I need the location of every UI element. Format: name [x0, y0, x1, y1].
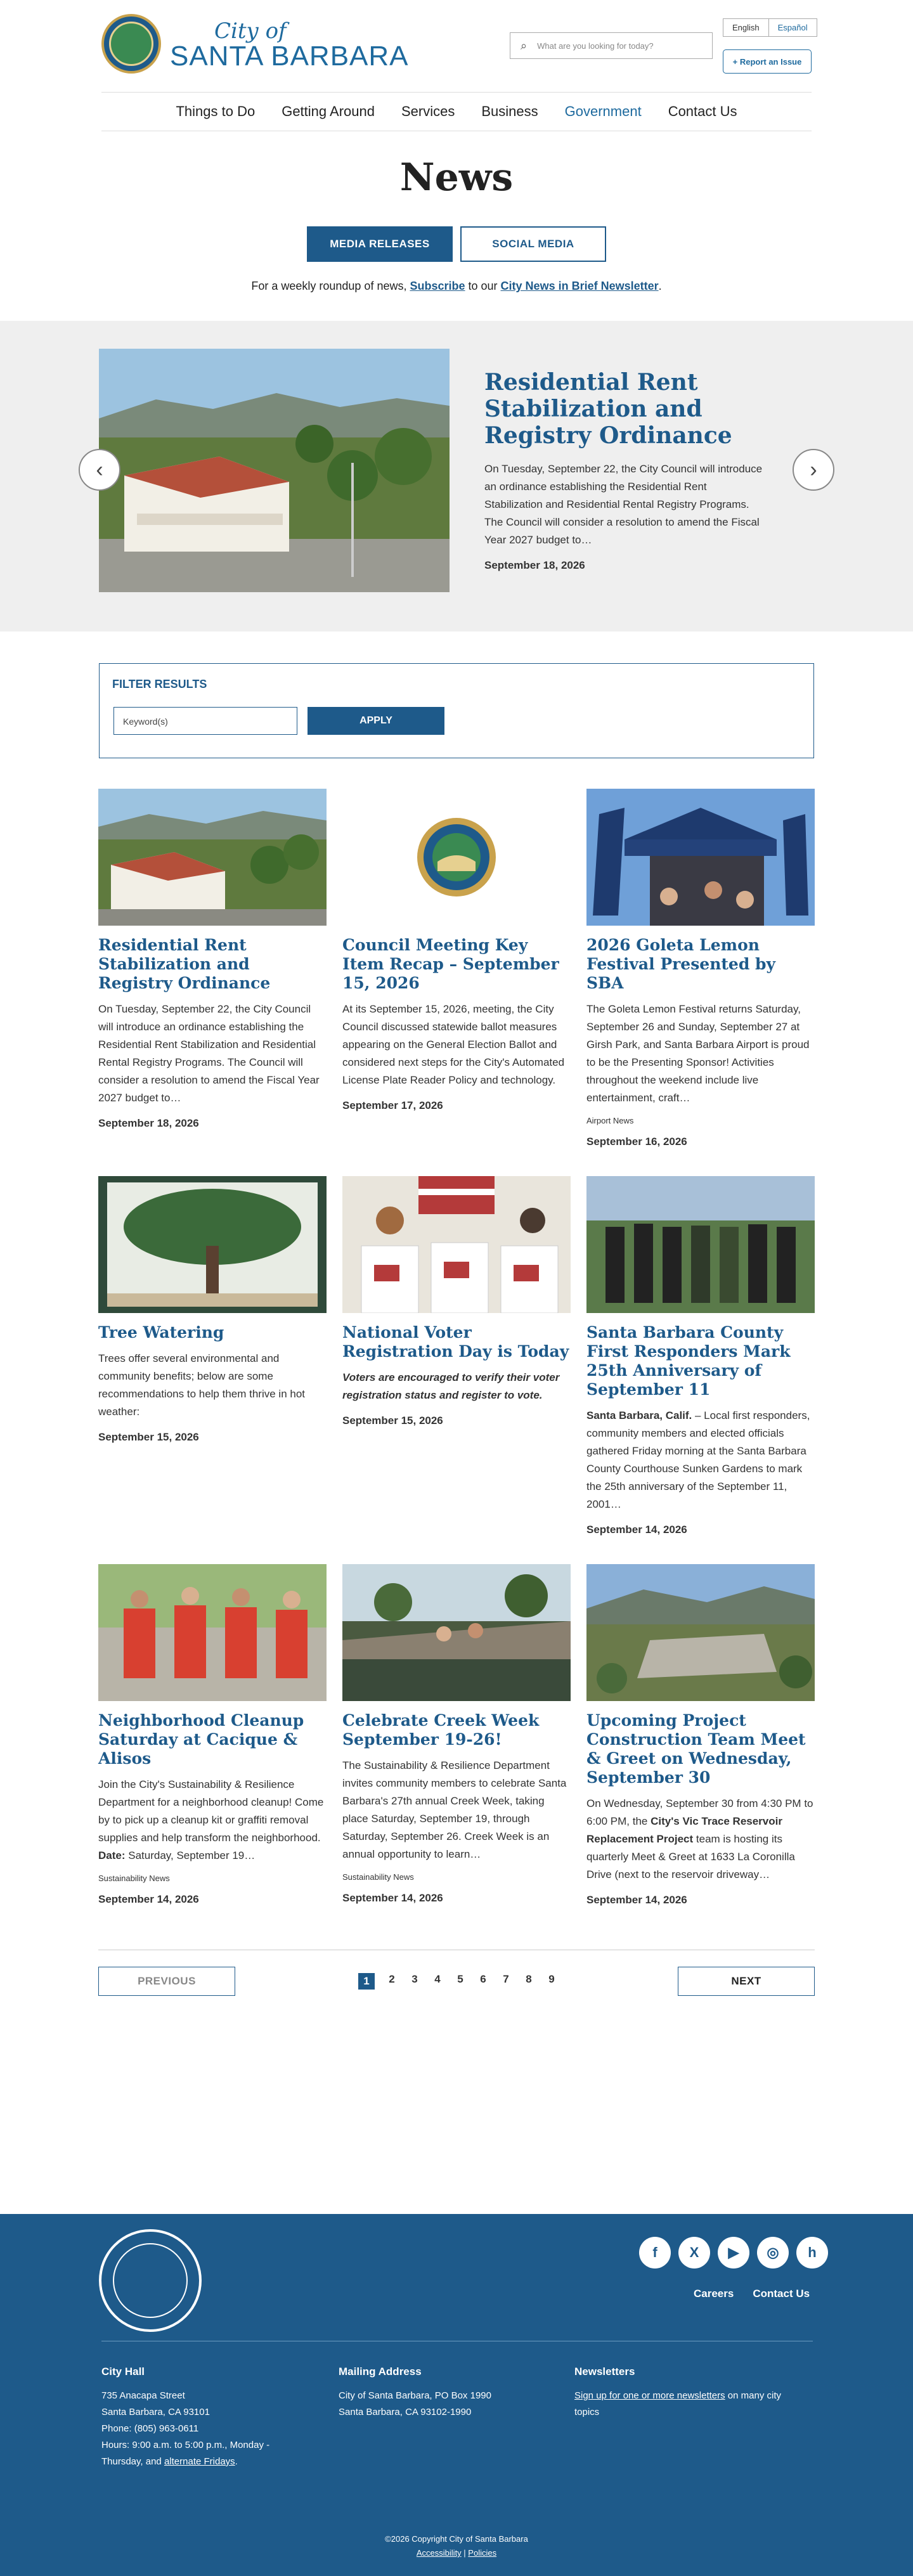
tab-media-releases[interactable]: MEDIA RELEASES [307, 226, 453, 262]
newsletters-rest: on many city topics [574, 2390, 781, 2417]
news-tabs [0, 226, 913, 262]
legal-links [0, 2546, 913, 2560]
alternate-fridays-link[interactable]: alternate Fridays [164, 2456, 235, 2467]
card-category[interactable]: Airport News [586, 1116, 634, 1125]
card-image[interactable] [586, 789, 815, 926]
card-summary: At its September 15, 2026, meeting, the City Council discussed statewide ballot measures appearing on the General Election Ballot and considered next steps for the City's Automated License Plate Reader Policy and technology. [342, 1003, 565, 1086]
city-hall-hours-2 [101, 2454, 317, 2470]
card-date: September 14, 2026 [586, 1524, 687, 1536]
card-image[interactable] [98, 1564, 327, 1701]
accessibility-link[interactable]: Accessibility [416, 2548, 462, 2558]
featured-text [484, 369, 763, 572]
featured-summary: On Tuesday, September 22, the City Council will introduce an ordinance establishing the Residential Rent Stabilization and Residential Rental Registry Programs. The Council will consider a resolution to amend the Fiscal Year 2027 budget to… [484, 463, 763, 546]
card-title[interactable]: Residential Rent Stabilization and Registry Ordinance [98, 936, 271, 992]
card-summary: Trees offer several environmental and community benefits; below are some recommendations to help them thrive in hot weather: [98, 1352, 306, 1418]
search-placeholder: What are you looking for today? [537, 41, 654, 51]
card-date: September 18, 2026 [98, 1117, 199, 1129]
subscribe-pre: For a weekly roundup of news, [251, 280, 410, 292]
newsletters-info [574, 2364, 803, 2421]
footer-city-seal[interactable] [99, 2229, 202, 2332]
footer-links [694, 2288, 810, 2300]
card-body: On Wednesday, September 30 from 4:30 PM to 6:00 PM, the [586, 1797, 813, 1827]
language-switcher [723, 18, 817, 37]
subscribe-link[interactable]: Subscribe [410, 280, 465, 292]
mailing-address [339, 2364, 554, 2421]
main-nav [101, 92, 812, 131]
apply-button[interactable]: APPLY [308, 707, 444, 735]
featured-image[interactable] [99, 349, 450, 592]
card-summary: The Sustainability & Resilience Department invites community members to celebrate Santa Barbara's 27th annual Creek Week, taking place Saturday, September 19, through Saturday, September 26. Creek Week is an annual opportunity to learn… [342, 1759, 567, 1860]
nav-business[interactable]: Business [481, 103, 538, 119]
city-hall-heading: City Hall [101, 2366, 145, 2378]
nextdoor-icon[interactable]: h [796, 2237, 828, 2269]
card-summary: The Goleta Lemon Festival returns Saturday, September 26 and Sunday, September 27 at Girsh Park, and Santa Barbara Airport is proud to be the Presenting Sponsor! Activities throughout the weekend include live entertainment, craft… [586, 1003, 810, 1104]
tab-social-media[interactable]: SOCIAL MEDIA [460, 226, 606, 262]
card-title[interactable]: National Voter Registration Day is Today [342, 1323, 569, 1361]
card-tail: team is hosting its quarterly Meet & Greet at 1633 La Coronilla Drive (next to the reservoir driveway… [586, 1833, 795, 1880]
lang-english-button[interactable]: English [732, 23, 760, 32]
mailing-heading: Mailing Address [339, 2366, 422, 2378]
filter-heading: FILTER RESULTS [112, 678, 207, 690]
nav-services[interactable]: Services [401, 103, 455, 119]
news-card [586, 1564, 815, 1906]
nav-government[interactable]: Government [564, 103, 642, 119]
page-8[interactable]: 8 [526, 1973, 532, 1985]
search-icon: ⌕ [521, 39, 528, 52]
subscribe-mid: to our [465, 280, 501, 292]
featured-date: September 18, 2026 [484, 559, 585, 571]
card-summary [98, 1776, 327, 1865]
card-date: September 15, 2026 [98, 1431, 199, 1443]
news-card [342, 1176, 571, 1536]
card-image[interactable] [342, 789, 571, 926]
card-lead: Santa Barbara, Calif. [586, 1409, 692, 1421]
carousel-prev-button[interactable] [79, 449, 120, 491]
copyright-text: ©2026 Copyright City of Santa Barbara [385, 2534, 528, 2544]
city-hall-phone: Phone: (805) 963-0611 [101, 2423, 199, 2434]
chevron-right-icon: › [810, 457, 817, 482]
card-image[interactable] [98, 1176, 327, 1313]
card-project: City's Vic Trace Reservoir Replacement Project [586, 1815, 782, 1845]
card-title[interactable]: Tree Watering [98, 1323, 224, 1342]
card-title[interactable]: Celebrate Creek Week September 19-26! [342, 1711, 540, 1749]
news-card [586, 1176, 815, 1536]
carousel-next-button[interactable] [793, 449, 834, 491]
card-date: September 14, 2026 [586, 1894, 687, 1906]
site-logo[interactable] [170, 20, 409, 71]
card-summary [586, 1407, 815, 1513]
card-image[interactable] [586, 1564, 815, 1701]
newsletter-signup-link[interactable]: Sign up for one or more newsletters [574, 2390, 725, 2401]
x-icon[interactable]: X [678, 2237, 710, 2269]
careers-link[interactable]: Careers [694, 2288, 734, 2300]
subscribe-post: . [658, 280, 662, 292]
keyword-input[interactable]: Keyword(s) [113, 707, 297, 735]
card-date: September 15, 2026 [342, 1414, 443, 1427]
logo-city-text: City of [214, 18, 287, 44]
lang-spanish-button[interactable]: Español [768, 19, 817, 36]
news-card [98, 1564, 327, 1906]
contact-us-link[interactable]: Contact Us [753, 2288, 810, 2300]
city-hall-hours: Hours: 9:00 a.m. to 5:00 p.m., Monday - [101, 2440, 270, 2450]
card-image[interactable] [98, 789, 327, 926]
news-card [98, 1176, 327, 1536]
filter-results [99, 663, 814, 758]
city-hall-line: Santa Barbara, CA 93101 [101, 2407, 210, 2417]
card-summary [586, 1795, 815, 1884]
card-title[interactable]: Neighborhood Cleanup Saturday at Cacique & Alisos [98, 1711, 304, 1768]
card-tail: Saturday, September 19… [125, 1849, 256, 1861]
news-card [342, 789, 571, 1148]
site-header [0, 0, 913, 92]
card-date: September 16, 2026 [586, 1136, 687, 1148]
hours-end: . [235, 2456, 238, 2467]
page-4[interactable]: 4 [434, 1973, 441, 1985]
page-title: News [399, 155, 514, 200]
newsletters-heading: Newsletters [574, 2366, 635, 2378]
card-title[interactable]: Council Meeting Key Item Recap – September 15, 2026 [342, 936, 559, 992]
page-5[interactable]: 5 [457, 1973, 463, 1985]
city-hall-info [101, 2364, 317, 2470]
card-image[interactable] [586, 1176, 815, 1313]
pagination [98, 1950, 815, 2026]
newsletter-link[interactable]: City News in Brief Newsletter [500, 280, 659, 292]
mailing-line: Santa Barbara, CA 93102-1990 [339, 2407, 472, 2417]
legal-sep: | [461, 2548, 469, 2558]
site-footer [0, 2214, 913, 2576]
featured-carousel [0, 321, 913, 631]
card-title[interactable]: 2026 Goleta Lemon Festival Presented by SBA [586, 936, 776, 992]
page-3[interactable]: 3 [411, 1973, 418, 1985]
chevron-left-icon: ‹ [96, 457, 103, 482]
card-date: September 14, 2026 [98, 1893, 199, 1905]
card-date: September 14, 2026 [342, 1892, 443, 1904]
search-input[interactable] [510, 32, 713, 59]
card-title[interactable]: Santa Barbara County First Responders Mark 25th Anniversary of September 11 [586, 1323, 791, 1399]
youtube-icon[interactable]: ▶ [718, 2237, 749, 2269]
report-issue-button[interactable]: + Report an Issue [723, 49, 812, 74]
card-summary: Voters are encouraged to verify their voter registration status and register to vote. [342, 1371, 560, 1401]
news-card [586, 789, 815, 1148]
page-numbers [358, 1973, 557, 1990]
mailing-line: City of Santa Barbara, PO Box 1990 [339, 2390, 491, 2401]
card-image[interactable] [342, 1176, 571, 1313]
nav-contact-us[interactable]: Contact Us [668, 103, 737, 119]
hours-text: Thursday, and [101, 2456, 164, 2467]
previous-button[interactable]: PREVIOUS [98, 1967, 235, 1996]
card-summary: On Tuesday, September 22, the City Council will introduce an ordinance establishing the Residential Rent Stabilization and Residential Rental Registry Programs. The Council will consider a resolution to amend the Fiscal Year 2027 budget to… [98, 1003, 320, 1104]
card-date: September 17, 2026 [342, 1099, 443, 1111]
card-category[interactable]: Sustainability News [342, 1872, 414, 1882]
card-body: Join the City's Sustainability & Resilience Department for a neighborhood cleanup! Come by to pick up a cleanup kit or graffiti removal supplies and help transform the neighborhood. [98, 1778, 324, 1844]
news-grid [98, 789, 815, 1934]
newsletters-text [574, 2388, 803, 2421]
page-9[interactable]: 9 [548, 1973, 555, 1985]
subscribe-text [0, 280, 913, 293]
card-body: – Local first responders, community members and elected officials gathered Friday morning at the Santa Barbara County Courthouse Sunken Gardens to mark the 25th anniversary of the September 11, 2001… [586, 1409, 810, 1510]
card-date-label: Date: [98, 1849, 126, 1861]
city-seal-logo[interactable] [101, 14, 161, 74]
page-6[interactable]: 6 [480, 1973, 486, 1985]
nav-things-to-do[interactable]: Things to Do [176, 103, 256, 119]
card-category[interactable]: Sustainability News [98, 1874, 170, 1883]
news-card [98, 789, 327, 1148]
card-image[interactable] [342, 1564, 571, 1701]
nav-getting-around[interactable]: Getting Around [282, 103, 375, 119]
instagram-icon[interactable]: ◎ [757, 2237, 789, 2269]
page-7[interactable]: 7 [503, 1973, 509, 1985]
featured-title[interactable]: Residential Rent Stabilization and Registry Ordinance [484, 369, 732, 449]
next-button[interactable]: NEXT [678, 1967, 815, 1996]
news-card [342, 1564, 571, 1906]
page-2[interactable]: 2 [389, 1973, 395, 1985]
copyright [0, 2532, 913, 2560]
city-hall-line: 735 Anacapa Street [101, 2390, 185, 2401]
page-1[interactable]: 1 [358, 1973, 375, 1990]
facebook-icon[interactable]: f [639, 2237, 671, 2269]
policies-link[interactable]: Policies [468, 2548, 497, 2558]
logo-name-text: SANTA BARBARA [170, 41, 409, 72]
social-links [639, 2237, 828, 2269]
card-title[interactable]: Upcoming Project Construction Team Meet & Greet on Wednesday, September 30 [586, 1711, 806, 1787]
